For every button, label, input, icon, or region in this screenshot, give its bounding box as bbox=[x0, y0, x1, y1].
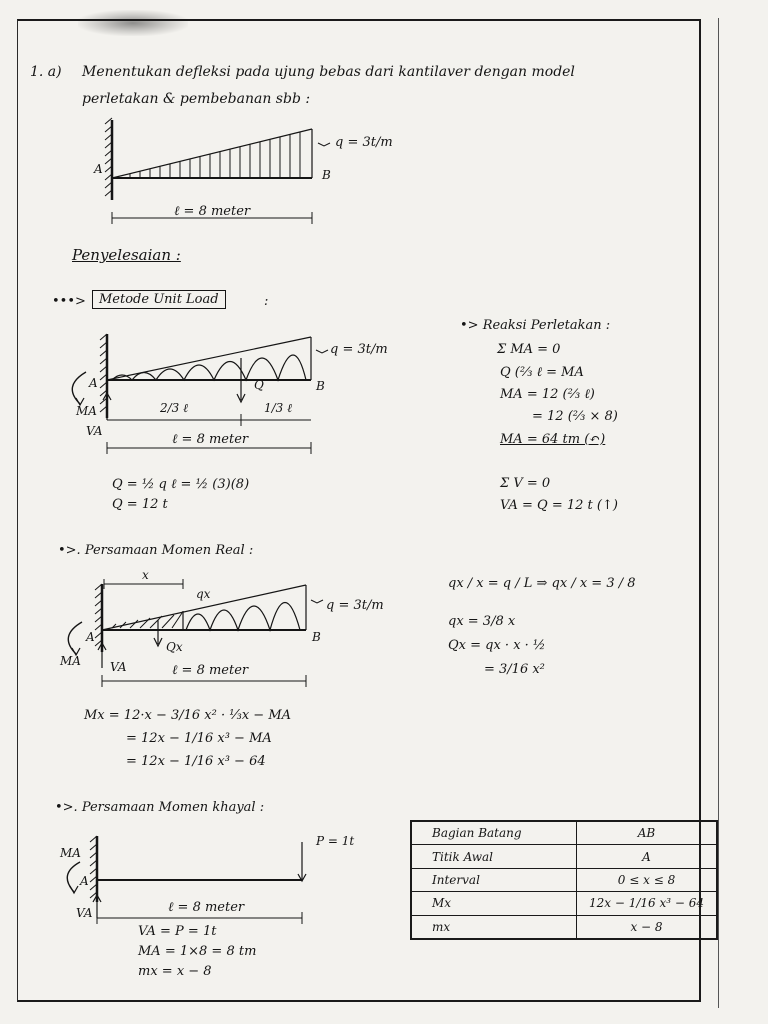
fig1-length-label: ℓ = 8 meter bbox=[174, 204, 251, 219]
method-arrow: •••> bbox=[52, 294, 86, 309]
fig1-label-B: B bbox=[322, 168, 331, 182]
reaksi-line-7: VA = Q = 12 t (↑) bbox=[500, 498, 618, 513]
Q-calc-line-1: Q = ½ q ℓ = ½ (3)(8) bbox=[112, 477, 250, 492]
fig2-dim-right: 1/3 ℓ bbox=[264, 401, 293, 415]
summary-table bbox=[410, 820, 718, 940]
reaksi-line-4: = 12 (⅔ × 8) bbox=[532, 409, 618, 424]
khayal-line-2: MA = 1×8 = 8 tm bbox=[138, 944, 257, 959]
table-row bbox=[412, 892, 717, 915]
reaksi-line-3: MA = 12 (⅔ ℓ) bbox=[500, 387, 595, 402]
ratio-line-4: = 3/16 x² bbox=[484, 662, 545, 677]
table-row bbox=[412, 845, 717, 868]
real-load-label: q = 3t/m bbox=[326, 598, 384, 613]
ratio-line-1: qx / x = q / L ⇒ qx / x = 3 / 8 bbox=[448, 576, 636, 591]
table-row bbox=[412, 822, 717, 845]
fig2-label-B: B bbox=[316, 379, 325, 393]
real-length-label: ℓ = 8 meter bbox=[172, 663, 249, 678]
table-cell-value: 12x − 1/16 x³ − 64 bbox=[577, 892, 717, 915]
reaksi-line-1: Σ MA = 0 bbox=[497, 342, 561, 357]
khayal-label-VA: VA bbox=[76, 906, 93, 920]
khayal-label-MA: MA bbox=[60, 846, 81, 860]
mx-line-1: Mx = 12·x − 3/16 x² · ⅓x − MA bbox=[84, 708, 292, 723]
fig2-dim-left: 2/3 ℓ bbox=[160, 401, 189, 415]
fig2-label-MA: MA bbox=[76, 404, 97, 418]
table-cell-value: A bbox=[577, 845, 717, 868]
real-label-x: x bbox=[142, 568, 149, 582]
method-title: Metode Unit Load bbox=[92, 290, 226, 309]
fig1-label-A: A bbox=[94, 162, 103, 176]
fig2-load-label: q = 3t/m bbox=[330, 342, 388, 357]
problem-line-1: Menentukan defleksi pada ujung bebas dari kantilaver dengan model bbox=[82, 64, 575, 80]
real-label-A: A bbox=[86, 630, 95, 644]
Q-calc-line-2: Q = 12 t bbox=[112, 497, 168, 512]
mx-line-3: = 12x − 1/16 x³ − 64 bbox=[126, 754, 266, 769]
reaksi-title: •> Reaksi Perletakan : bbox=[460, 318, 611, 333]
khayal-label-A: A bbox=[80, 874, 89, 888]
problem-line-2: perletakan & pembebanan sbb : bbox=[82, 91, 311, 107]
table-cell-value: 0 ≤ x ≤ 8 bbox=[577, 868, 717, 891]
table-cell-label: mx bbox=[412, 915, 577, 938]
real-label-qx: qx bbox=[196, 587, 211, 601]
reaksi-line-2: Q (⅔ ℓ = MA bbox=[500, 365, 584, 380]
problem-number: 1. a) bbox=[30, 64, 62, 80]
khayal-line-1: VA = P = 1t bbox=[138, 924, 217, 939]
ratio-line-3: Qx = qx · x · ½ bbox=[448, 638, 546, 653]
khayal-line-3: mx = x − 8 bbox=[138, 964, 212, 979]
load-slope bbox=[112, 129, 312, 178]
real-label-MA: MA bbox=[60, 654, 81, 668]
load-hatch bbox=[130, 132, 300, 178]
table-cell-label: Interval bbox=[412, 868, 577, 891]
real-label-VA: VA bbox=[110, 660, 127, 674]
mx-line-2: = 12x − 1/16 x³ − MA bbox=[126, 731, 272, 746]
fig1-load-label: q = 3t/m bbox=[335, 135, 393, 150]
table-cell-value: x − 8 bbox=[577, 915, 717, 938]
fig2-label-A: A bbox=[89, 376, 98, 390]
real-label-Qx: Qx bbox=[166, 640, 183, 654]
table-cell-label: Mx bbox=[412, 892, 577, 915]
khayal-P-label: P = 1t bbox=[316, 834, 355, 848]
table-cell-value: AB bbox=[577, 822, 717, 845]
table-row bbox=[412, 868, 717, 891]
method-colon: : bbox=[264, 294, 269, 309]
reaksi-line-6: Σ V = 0 bbox=[500, 476, 551, 491]
real-title: •>. Persamaan Momen Real : bbox=[58, 543, 254, 558]
table-cell-label: Titik Awal bbox=[412, 845, 577, 868]
ratio-line-2: qx = 3/8 x bbox=[448, 614, 516, 629]
reaksi-line-5: MA = 64 tm (↶) bbox=[500, 432, 606, 447]
table-cell-label: Bagian Batang bbox=[412, 822, 577, 845]
fig2-label-Q: Q bbox=[254, 378, 264, 392]
table-row bbox=[412, 915, 717, 938]
fig2-length-label: ℓ = 8 meter bbox=[172, 432, 249, 447]
khayal-length-label: ℓ = 8 meter bbox=[168, 900, 245, 915]
fig2-label-VA: VA bbox=[86, 424, 103, 438]
khayal-title: •>. Persamaan Momen khayal : bbox=[55, 800, 265, 815]
solution-heading: Penyelesaian : bbox=[72, 246, 181, 264]
real-label-B: B bbox=[312, 630, 321, 644]
